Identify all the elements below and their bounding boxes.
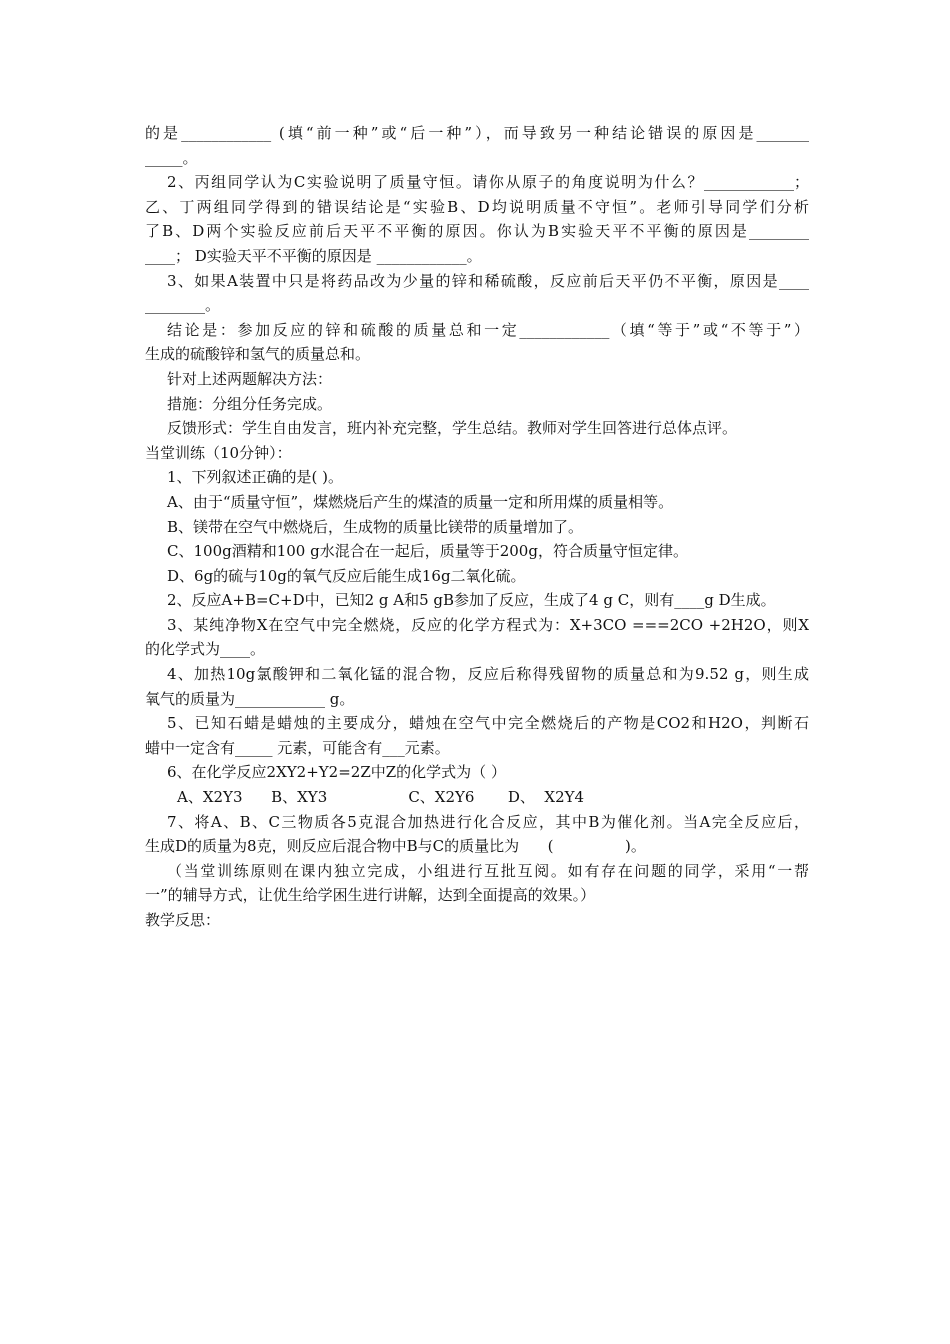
exercise-1-option-a: A、由于“质量守恒”，煤燃烧后产生的煤渣的质量一定和所用煤的质量相等。 <box>167 492 674 511</box>
exercise-1-option-b: B、镁带在空气中燃烧后，生成物的质量比镁带的质量增加了。 <box>167 517 584 536</box>
text-line: 一”的辅导方式，让优生给学困生进行讲解，达到全面提高的效果。） <box>145 886 596 905</box>
text-line: ____； D实验天平不平衡的原因是 ____________。 <box>145 246 482 265</box>
text-line: 乙、丁两组同学得到的错误结论是“实验B、D均说明质量不守恒”。老师引导同学们分析 <box>145 197 809 216</box>
method-heading: 针对上述两题解决方法： <box>167 369 333 388</box>
question-2-line: 2、丙组同学认为C实验说明了质量守恒。请你从原子的角度说明为什么？____________； <box>167 173 809 192</box>
text-line: 了B、D两个实验反应前后天平不平衡的原因。你认为B实验天平不平衡的原因是________ <box>145 222 809 241</box>
feedback-line: 反馈形式：学生自由发言，班内补充完整，学生总结。教师对学生回答进行总体点评。 <box>167 419 738 438</box>
section-heading-practice: 当堂训练（10分钟）： <box>145 443 292 462</box>
text-line: 蜡中一定含有_____ 元素，可能含有___元素。 <box>145 738 450 757</box>
text-line: 生成的硫酸锌和氢气的质量总和。 <box>145 345 371 364</box>
exercise-1-option-d: D、6g的硫与10g的氧气反应后能生成16g二氧化硫。 <box>167 566 526 585</box>
question-3-line: 3、如果A装置中只是将药品改为少量的锌和稀硫酸，反应前后天平仍不平衡，原因是____ <box>167 271 809 290</box>
exercise-1-question: 1、下列叙述正确的是( )。 <box>167 468 344 487</box>
text-line: _____。 <box>145 148 198 167</box>
exercise-4: 4、加热10g氯酸钾和二氧化锰的混合物，反应后称得残留物的质量总和为9.52 g，则生成 <box>167 665 809 684</box>
document-body <box>145 121 809 933</box>
text-line: 氧气的质量为____________ g。 <box>145 689 355 708</box>
text-line: 生成D的质量为8克，则反应后混合物中B与C的质量比为 ( )。 <box>145 837 646 856</box>
practice-principle: （当堂训练原则在课内独立完成，小组进行互批互阅。如有存在问题的同学，采用“一帮 <box>167 861 809 880</box>
exercise-6: 6、在化学反应2XY2+Y2=2Z中Z的化学式为（ ） <box>167 763 506 782</box>
exercise-2: 2、反应A+B=C+D中，已知2 g A和5 gB参加了反应，生成了4 g C，则有____g D生成。 <box>167 591 776 610</box>
teaching-reflection-heading: 教学反思： <box>145 911 221 929</box>
exercise-1-option-c: C、100g酒精和100 g水混合在一起后，质量等于200g，符合质量守恒定律。 <box>167 542 688 561</box>
text-line: ________。 <box>145 296 221 315</box>
exercise-7: 7、将A、B、C三物质各5克混合加热进行化合反应，其中B为催化剂。当A完全反应后， <box>167 812 809 831</box>
text-line: 的化学式为____。 <box>145 640 266 659</box>
measures-line: 措施：分组分任务完成。 <box>167 394 333 413</box>
conclusion-line: 结论是：参加反应的锌和硫酸的质量总和一定____________（填“等于”或“不等于”） <box>167 320 809 339</box>
text-line: 的是____________ (填“前一种”或“后一种”），而导致另一种结论错误的原因是_______ <box>145 124 809 142</box>
exercise-5: 5、已知石蜡是蜡烛的主要成分，蜡烛在空气中完全燃烧后的产物是CO2和H2O，判断石 <box>167 714 809 733</box>
exercise-3: 3、某纯净物X在空气中完全燃烧，反应的化学方程式为：X+3CO ===2CO +2H2O，则X <box>167 615 809 634</box>
exercise-6-options: A、X2Y3 B、XY3 C、X2Y6 D、 X2Y4 <box>177 788 585 807</box>
